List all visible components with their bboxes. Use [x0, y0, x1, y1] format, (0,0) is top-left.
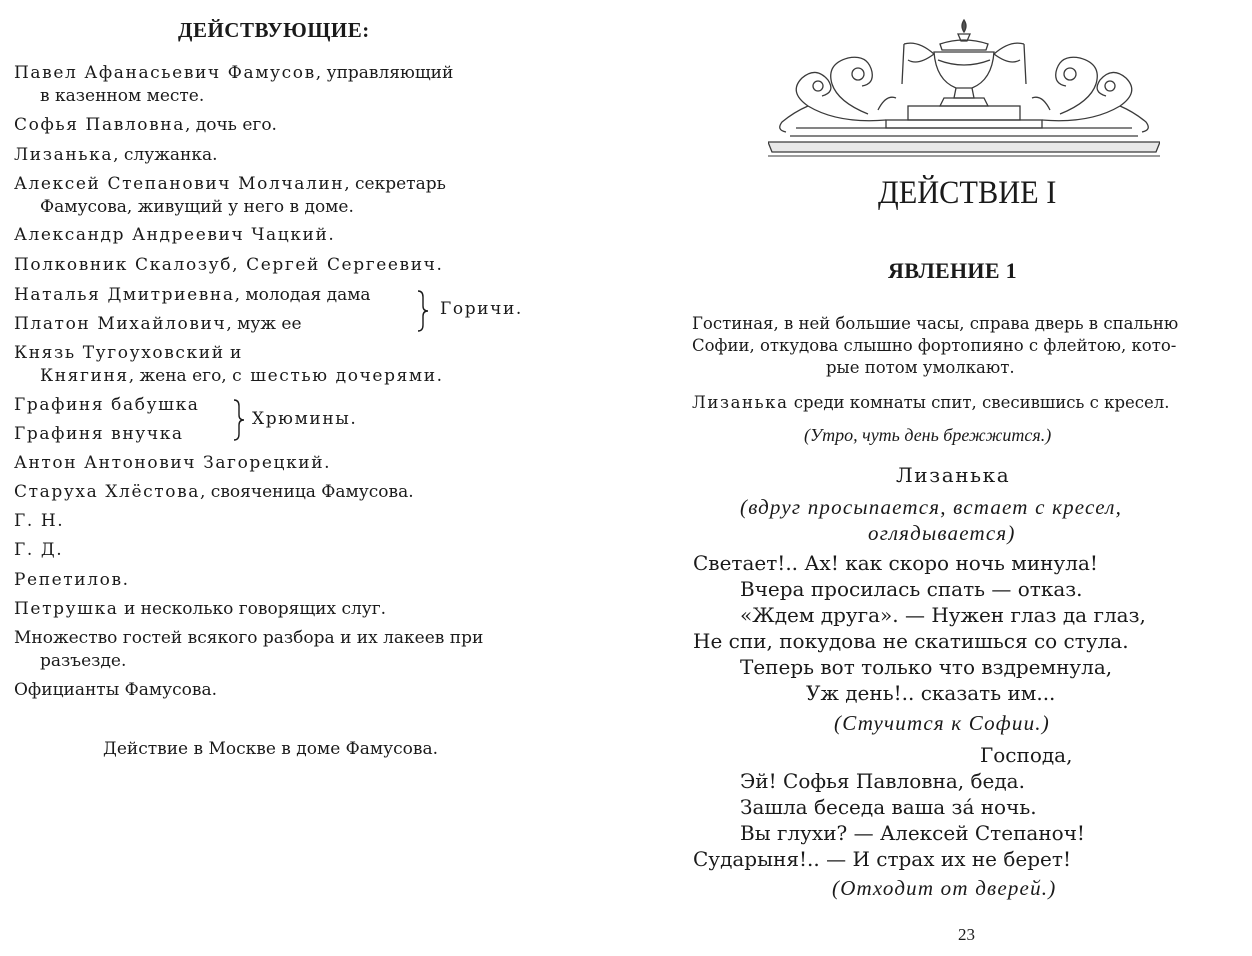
verse-line: Сударыня!.. — И страх их не берет!: [693, 847, 1071, 871]
verse-line: Вчера просилась спать — отказ.: [740, 577, 1083, 601]
cast-desc: , молодая дама: [234, 285, 371, 305]
cast-desc: Официанты Фамусова.: [14, 680, 217, 700]
cast-name: Графиня внучка: [14, 424, 184, 444]
cast-desc: , свояченица Фамусова.: [200, 482, 414, 502]
cast-desc: Множество гостей всякого разбора и их лакеев при: [14, 628, 484, 648]
cast-name: Княгиня: [40, 366, 129, 386]
cast-desc: .: [328, 225, 334, 245]
cast-item: [14, 174, 446, 194]
cast-item: [14, 395, 200, 415]
right-page: [640, 0, 1252, 956]
verse-line: Светает!.. Ах! как скоро ночь минула!: [693, 551, 1098, 575]
verse-line: Не спи, покудова не скатишься со стула.: [693, 629, 1129, 653]
cast-item-continuation: [40, 366, 444, 386]
cast-name: Репетилов: [14, 570, 123, 590]
cast-heading: ДЕЙСТВУЮЩИЕ:: [178, 18, 370, 42]
stage-direction-text: среди комнаты спит, свесившись с кресел.: [788, 393, 1170, 412]
speaker-name: Лизанька: [896, 463, 1011, 487]
verse-line: Зашла беседа ваша за́ ночь.: [740, 795, 1037, 819]
cast-item: [14, 599, 386, 619]
cast-item: [14, 115, 277, 135]
cast-desc: .: [324, 453, 330, 473]
stage-direction-line: [692, 392, 1170, 414]
character-name: Лизанька: [692, 393, 789, 412]
stage-direction-knock: (Стучится к Софии.): [834, 711, 1050, 735]
verse-line: Теперь вот только что вздремнула,: [740, 655, 1113, 679]
left-page: [0, 0, 600, 956]
group-label-gorichi: Горичи.: [440, 299, 523, 319]
cast-item: [14, 628, 483, 648]
cast-name: Лизанька: [14, 145, 114, 165]
stage-direction-line: Софии, откудова слышно фортопияно с флейтою, кото-: [692, 336, 1177, 355]
stage-direction-line: рые потом умолкают.: [826, 358, 1015, 377]
cast-item: [14, 314, 302, 334]
cast-name: Г. Н.: [14, 511, 65, 531]
cast-item-continuation: Фамусова, живущий у него в доме.: [40, 197, 354, 217]
speaker-direction: (вдруг просыпается, встает с кресел,: [740, 495, 1123, 519]
cast-item-continuation: в казенном месте.: [40, 86, 205, 106]
verse-line: Эй! Софья Павловна, беда.: [740, 769, 1025, 793]
cast-item: [14, 343, 241, 363]
ornament-urn-icon: [768, 14, 1160, 159]
cast-name: Александр Андреевич Чацкий: [14, 225, 329, 245]
cast-name: Старуха Хлёстова: [14, 482, 200, 502]
cast-name: Полковник Скалозуб, Сергей Сергеевич: [14, 255, 437, 275]
cast-item: [14, 63, 453, 83]
cast-item: [14, 424, 184, 444]
cast-item: [14, 482, 414, 502]
cast-desc: .: [122, 570, 129, 590]
cast-name: Алексей Степанович Молчалин: [14, 174, 345, 194]
cast-item: [14, 255, 442, 275]
act-title: ДЕЙСТВИЕ I: [878, 175, 1057, 211]
cast-name: Павел Афанасьевич Фамусов: [14, 63, 316, 83]
stage-direction-exit: (Отходит от дверей.): [832, 876, 1057, 900]
cast-item: [14, 680, 217, 700]
cast-desc: , жена его,: [128, 366, 233, 386]
verse-line: «Ждем друга». — Нужен глаз да глаз,: [740, 603, 1146, 627]
cast-name: Платон Михайлович: [14, 314, 227, 334]
cast-desc: и несколько говорящих слуг.: [118, 599, 387, 619]
cast-item: [14, 453, 330, 473]
group-label-khryuminy: Хрюмины.: [252, 409, 358, 429]
cast-item: [14, 145, 217, 165]
cast-desc: , муж ее: [226, 314, 302, 334]
cast-item: [14, 225, 334, 245]
cast-item: [14, 285, 371, 305]
verse-line: Вы глухи? — Алексей Степаноч!: [740, 821, 1085, 845]
cast-item: [14, 511, 64, 531]
scene-title: ЯВЛЕНИЕ 1: [888, 258, 1017, 283]
setting-note: Действие в Москве в доме Фамусова.: [103, 739, 439, 759]
cast-item-continuation: разъезде.: [40, 651, 127, 671]
page-number: 23: [958, 925, 975, 944]
cast-desc: , секретарь: [344, 174, 446, 194]
cast-item: [14, 540, 63, 560]
cast-name: Софья Павловна: [14, 115, 185, 135]
cast-name: Князь Тугоуховский: [14, 343, 225, 363]
verse-line: Господа,: [980, 743, 1073, 767]
verse-line: Уж день!.. сказать им...: [806, 681, 1056, 705]
cast-desc: , управляющий: [315, 63, 454, 83]
cast-name: Наталья Дмитриевна: [14, 285, 235, 305]
cast-desc: , дочь его.: [184, 115, 277, 135]
stage-direction-line: Гостиная, в ней большие часы, справа дверь в спальню: [692, 314, 1179, 333]
cast-desc: , служанка.: [113, 145, 218, 165]
cast-item: [14, 570, 128, 590]
cast-name: Графиня бабушка: [14, 395, 200, 415]
brace-icon: [232, 399, 246, 441]
cast-name: Г. Д.: [14, 540, 64, 560]
brace-icon: [416, 290, 430, 332]
cast-desc: и: [224, 343, 242, 363]
speaker-direction: оглядывается): [868, 521, 1016, 545]
cast-name: Петрушка: [14, 599, 119, 619]
cast-desc: .: [436, 255, 442, 275]
stage-direction-time: (Утро, чуть день брежжится.): [804, 425, 1052, 445]
cast-name: Антон Антонович Загорецкий: [14, 453, 325, 473]
cast-desc-spaced: с шестью дочерями.: [232, 366, 444, 386]
